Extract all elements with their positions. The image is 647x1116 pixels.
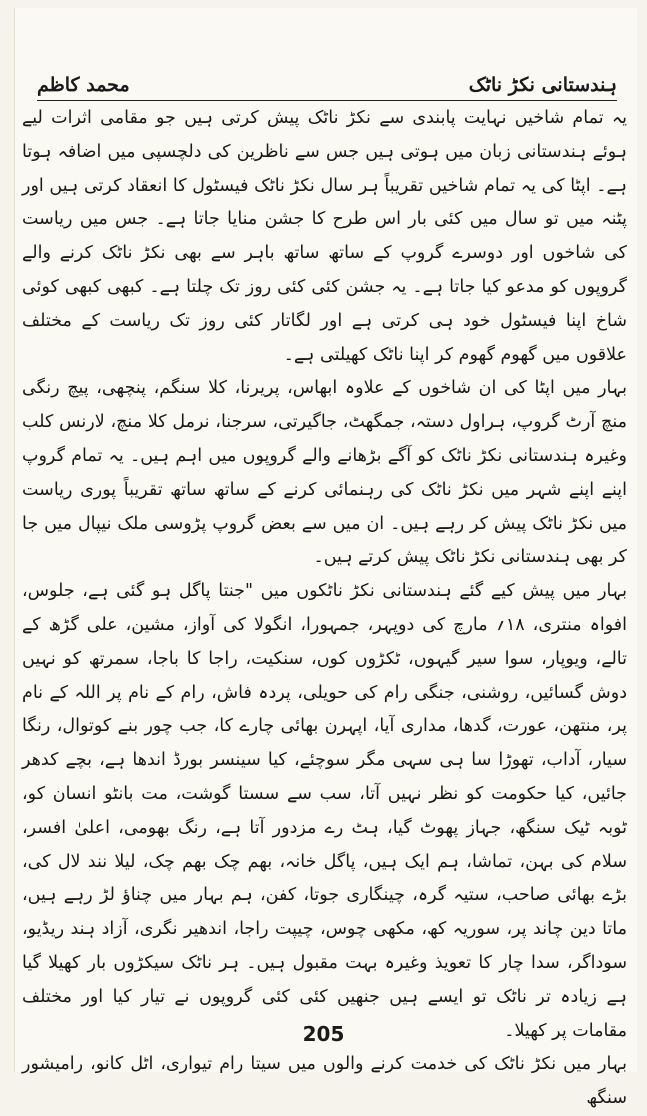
book-title: ہندستانی نکڑ ناٹک [468,74,617,96]
header-rule [37,100,617,101]
paragraph-1: یہ تمام شاخیں نہایت پابندی سے نکڑ ناٹک پیش کرتی ہیں جو مقامی اثرات لیے ہوئے ہندستانی زبان میں ہوتی ہیں جس سے ناظرین کی دلچسپی میں اضافہ ہوتا ہے۔ اپٹا کی یہ تمام شاخیں تقریباً ہر سال نکڑ ناٹک فیسٹول کا انعقاد کرتی ہیں اور پٹنہ میں تو سال میں کئی بار اس طرح کا جشن منایا جاتا ہے۔ جس میں ریاست کی شاخوں اور دوسرے گروپ کے ساتھ ساتھ باہر سے بھی نکڑ ناٹک کرنے والے گروپوں کو مدعو کیا جاتا ہے۔ یہ جشن کئی کئی روز تک چلتا ہے۔ کبھی کبھی کوئی شاخ اپنا فیسٹول خود ہی کرتی ہے اور لگاتار کئی روز تک ریاست کے مختلف علاقوں میں گھوم گھوم کر اپنا ناٹک کھیلتی ہے۔ [22,108,627,365]
body-text [22,102,627,1116]
paragraph-3: بہار میں پیش کیے گئے ہندستانی نکڑ ناٹکوں میں "جنتا پاگل ہو گئی ہے، جلوس، افواہ منتری، ۱۸؍ مارچ کی دوپہر، جمہورا، انگولا کی آواز، مشین، علی گڑھ کے تالے، ویوپار، سوا سیر گیہوں، ٹکڑوں کوں، سنکیت، راجا کا باجا، سمرتھ کو نہیں دوش گسائیں، روشنی، جنگی رام کی حویلی، پردہ فاش، رام کے نام پر اللہ کے نام پر، منتھن، عورت، گدھا، مداری آیا، اپہرن بھائی چارے کا، جب چور بنے کوتوال، رنگا سیار، آداب، تھوڑا سا ہی سہی مگر سوچئے، کیا سینسر بورڈ اندھا ہے، بچے کدھر جائیں، کیا حکومت کو نظر نہیں آتا، سب سے سستا گوشت، مت بانٹو انسان کو، ٹوبہ ٹیک سنگھ، جہاز پھوٹ گیا، ہٹ رے مزدور آتا ہے، رنگ بھومی، اعلیٰ افسر، سلام کی بہن، تماشا، ہم ایک ہیں، پاگل خانہ، بھم چک بھم چک، لیلا نند لال کی، بڑے بھائی صاحب، ستیہ گرہ، چینگاری جوتا، کفن، ہم بہار میں چناؤ لڑ رہے ہیں، ماتا دین چاند پر، سوریہ کھ، مکھی چوس، چیپت راجا، اندھیر نگری، آزاد ہند ریڈیو، سوداگر، سدا چار کا تعویذ وغیرہ بہت مقبول ہیں۔ ہر ناٹک سیکڑوں بار کھیلا گیا ہے زیادہ تر ناٹک تو ایسے ہیں جنھیں کئی کئی گروپوں نے تیار کیا اور مختلف مقامات پر کھیلا۔ [22,581,627,1041]
paragraph-4: بہار میں نکڑ ناٹک کی خدمت کرنے والوں میں سیتا رام تیواری، اٹل کانو، رامیشور سنگھ [22,1054,627,1109]
paragraph-2: بہار میں اپٹا کی ان شاخوں کے علاوہ ابھاس، پریرنا، کلا سنگم، پنچھی، پیچ رنگی منچ آرٹ گروپ، ہراول دستہ، جمگھٹ، جاگیرتی، سرجنا، نرمل کلا منچ، لارنس کلب وغیرہ ہندستانی نکڑ ناٹک کو آگے بڑھانے والے گروپوں میں اہم ہیں۔ یہ تمام گروپ اپنے اپنے شہر میں نکڑ ناٹک کی رہنمائی کرنے کے ساتھ ساتھ تقریباً پوری ریاست میں نکڑ ناٹک پیش کر رہے ہیں۔ ان میں سے بعض گروپ پڑوسی ملک نیپال میں جا کر بھی ہندستانی نکڑ ناٹک پیش کرتے ہیں۔ [22,378,627,568]
running-header [37,62,617,96]
author-name: محمد کاظم [37,74,130,96]
page-number: 205 [302,1022,345,1046]
